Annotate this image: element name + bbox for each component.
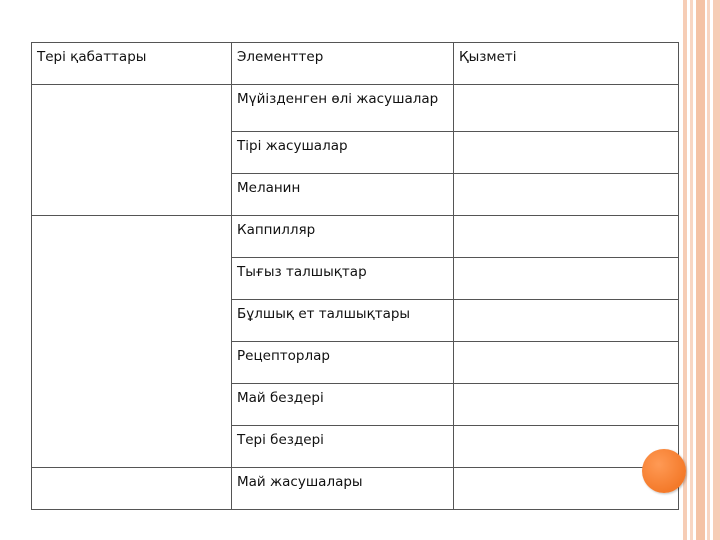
table-row [32, 468, 679, 510]
decorative-stripe [713, 0, 720, 540]
element-cell: Тірі жасушалар [232, 132, 454, 174]
element-cell: Май бездері [232, 384, 454, 426]
table-row [32, 85, 679, 132]
element-cell: Май жасушалары [232, 468, 454, 510]
function-cell [454, 132, 679, 174]
decorative-stripe [690, 0, 693, 540]
orange-circle-decoration [642, 449, 686, 493]
element-cell: Каппилляр [232, 216, 454, 258]
element-cell: Тығыз талшықтар [232, 258, 454, 300]
element-cell: Мүйізденген өлі жасушалар [232, 85, 454, 132]
function-cell [454, 258, 679, 300]
decorative-stripe [707, 0, 710, 540]
header-elements: Элементтер [232, 43, 454, 85]
layer-cell [32, 85, 232, 216]
function-cell [454, 342, 679, 384]
table-row [32, 216, 679, 258]
element-cell: Бұлшық ет талшықтары [232, 300, 454, 342]
layer-cell [32, 468, 232, 510]
function-cell [454, 85, 679, 132]
function-cell [454, 300, 679, 342]
header-function: Қызметі [454, 43, 679, 85]
header-skin-layers: Тері қабаттары [32, 43, 232, 85]
element-cell: Меланин [232, 174, 454, 216]
decorative-stripe [683, 0, 687, 540]
element-cell: Тері бездері [232, 426, 454, 468]
function-cell [454, 174, 679, 216]
decorative-stripe [696, 0, 705, 540]
table-header-row [32, 43, 679, 85]
function-cell [454, 384, 679, 426]
layer-cell [32, 216, 232, 468]
skin-layers-table [31, 42, 679, 510]
element-cell: Рецепторлар [232, 342, 454, 384]
function-cell [454, 216, 679, 258]
